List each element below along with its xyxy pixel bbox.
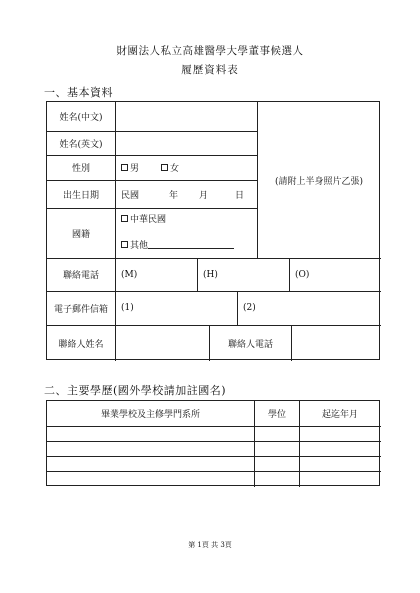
photo-area[interactable] <box>258 102 380 258</box>
gender-label: 性別 <box>71 164 90 174</box>
phone-mobile-field[interactable] <box>121 258 197 291</box>
section-education-heading: 二、主要學歷(國外學校請加註國名) <box>44 384 227 397</box>
gender-female-option[interactable] <box>161 161 179 174</box>
checkbox-icon[interactable] <box>121 215 128 222</box>
birth-day: 日 <box>235 190 245 201</box>
name-cn-field[interactable] <box>116 102 256 131</box>
education-col-school: 畢業學校及主修學門系所 <box>100 410 200 420</box>
nationality-roc-option[interactable] <box>121 212 257 224</box>
checkbox-icon[interactable] <box>161 164 168 171</box>
contact-phone-label: 聯絡人電話 <box>227 339 273 350</box>
page-number: 第 1頁 共 3頁 <box>188 541 232 549</box>
contact-name-field[interactable] <box>116 325 209 361</box>
birth-month: 月 <box>199 190 209 201</box>
section-basic-info-heading: 一、基本資料 <box>44 86 113 99</box>
phone-mobile-prefix: (M) <box>121 269 138 280</box>
birth-field[interactable] <box>121 180 257 208</box>
nationality-other-option[interactable] <box>121 238 257 250</box>
gender-options <box>121 155 257 180</box>
table-row[interactable] <box>47 457 254 471</box>
phone-divider <box>289 258 290 291</box>
table-row[interactable] <box>47 442 254 456</box>
contact-phone-field[interactable] <box>292 325 380 361</box>
phone-office-field[interactable] <box>295 258 379 291</box>
nationality-roc-label: 中華民國 <box>130 214 167 225</box>
name-cn-label: 姓名(中文) <box>59 113 103 123</box>
phone-label: 聯絡電話 <box>62 271 99 281</box>
education-table <box>46 400 380 486</box>
checkbox-icon[interactable] <box>121 164 128 171</box>
education-col-period: 起迄年月 <box>321 410 358 420</box>
email-2-field[interactable] <box>243 291 379 325</box>
nationality-other-label: 其他 <box>130 240 149 251</box>
contact-name-label: 聯絡人姓名 <box>58 339 104 350</box>
education-col-degree: 學位 <box>267 410 286 420</box>
gender-male-label: 男 <box>130 164 140 174</box>
email-1-prefix: (1) <box>121 303 134 313</box>
phone-home-field[interactable] <box>203 258 289 291</box>
name-en-label: 姓名(英文) <box>59 139 103 150</box>
nationality-other-line[interactable] <box>148 240 234 249</box>
photo-note: (請附上半身照片乙張) <box>274 176 364 187</box>
email-1-field[interactable] <box>121 291 237 325</box>
nationality-label: 國籍 <box>71 229 90 240</box>
gender-female-label: 女 <box>170 164 180 174</box>
phone-office-prefix: (O) <box>295 269 310 280</box>
phone-home-prefix: (H) <box>203 269 218 280</box>
gender-male-option[interactable] <box>121 161 139 174</box>
checkbox-icon[interactable] <box>121 241 128 248</box>
table-row[interactable] <box>47 472 254 486</box>
phone-divider <box>197 258 198 291</box>
email-divider <box>237 291 238 325</box>
email-2-prefix: (2) <box>243 303 256 313</box>
birth-era: 民國 <box>121 190 140 201</box>
birth-year: 年 <box>169 190 179 201</box>
document-subtitle: 履歷資料表 <box>181 64 239 76</box>
name-en-field[interactable] <box>116 131 256 155</box>
table-row[interactable] <box>47 427 254 441</box>
email-label: 電子郵件信箱 <box>53 304 108 315</box>
basic-info-table <box>46 101 380 360</box>
birth-label: 出生日期 <box>62 190 99 201</box>
document-title: 財團法人私立高雄醫學大學董事候選人 <box>116 45 304 57</box>
